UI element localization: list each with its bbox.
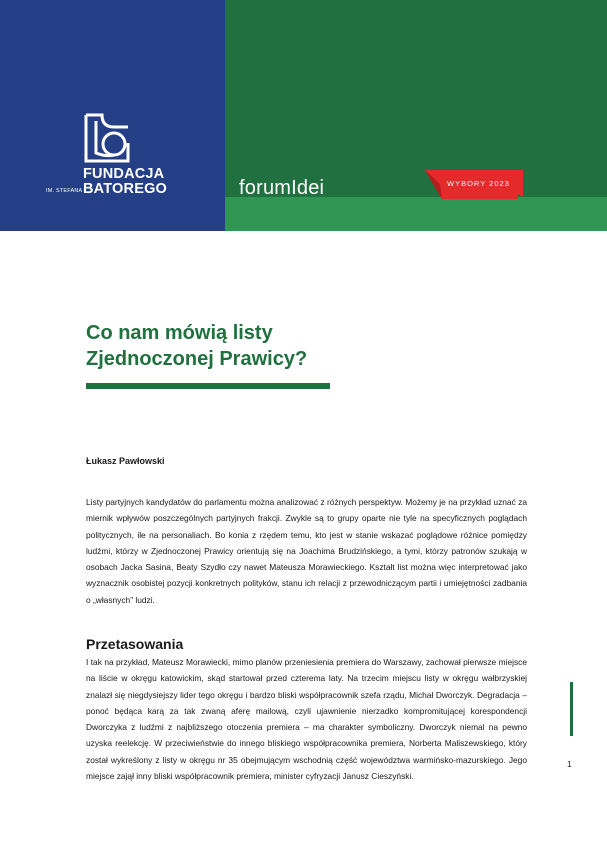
forum-idei-brand: forumIdei: [239, 177, 325, 199]
green-panel: [225, 0, 607, 197]
title-line-1: Co nam mówią listy: [86, 322, 273, 344]
title-underline: [86, 383, 330, 389]
page-number: 1: [567, 759, 572, 769]
intro-paragraph: Listy partyjnych kandydatów do parlamentu można analizować z różnych perspektyw. Możemy je na przykład uznać za miernik wpływów poszczególnych partyjnych frakcji. Zwykle są to grupy oparte nie tyle na specyficznych poglądach politycznych, ile na personaliach. Bo konia z rzędem temu, kto jest w stanie wskazać poglądowe różnice pomiędzy ludźmi, którzy w Zjednoczonej Prawicy orientują się na Joachima Brudzińskiego, a tymi, którzy patronów szukają w osobach Jacka Sasina, Beaty Szydło czy nawet Mateusza Morawieckiego. Kształt list można więc interpretować jako wyznacznik osobistej pozycji konkretnych polityków, stanu ich relacji z przewodniczącym partii i umiejętności zadbania o „własnych” ludzi.: [86, 497, 527, 605]
section-paragraph: I tak na przykład, Mateusz Morawiecki, mimo planów przeniesienia premiera do Warszawy, zachował pierwsze miejsce na liście w okręgu katowickim, skąd startował przed czterema laty. Na trzecim miejscu listy w okręgu wałbrzyskiej znalazł się niegdysiejszy lider tego okręgu i bardzo bliski współpracownik szefa rządu, Michał Dworczyk. Degradacja – ponoć będąca karą za tak zwaną aferę mailową, czyli ujawnienie nierzadko kompromitującej korespondencji Dworczyka z ludźmi z najbliższego otoczenia premiera – ma charakter symboliczny. Dworczyk niemal na pewno uzyska reelekcję. W przeciwieństwie do innego bliskiego współpracownika premiera, Norberta Maliszewskiego, który został wykreślony z listy w okręgu nr 35 obejmującym wschodnią część województwa warmińsko-mazurskiego. Jego miejsce zajął inny bliski współpracownik premiera, minister cyfryzacji Janusz Cieszyński.: [86, 657, 527, 782]
logo-wordmark-line2: BATOREGO: [83, 181, 168, 197]
article-title: [86, 320, 386, 372]
title-line-2: Zjednoczonej Prawicy?: [86, 348, 308, 370]
green-strip: [225, 197, 607, 231]
author-name: Łukasz Pawłowski: [86, 456, 165, 466]
section-heading: Przetasowania: [86, 636, 184, 652]
logo-prefix: IM. STEFANA: [46, 188, 83, 194]
fundacja-batorego-logo-mark-icon: [84, 113, 130, 163]
logo-wordmark-line1: FUNDACJA: [83, 166, 165, 182]
header-banner: [0, 0, 607, 231]
elections-badge: WYBORY 2023: [447, 179, 510, 188]
side-marker: [570, 682, 573, 736]
